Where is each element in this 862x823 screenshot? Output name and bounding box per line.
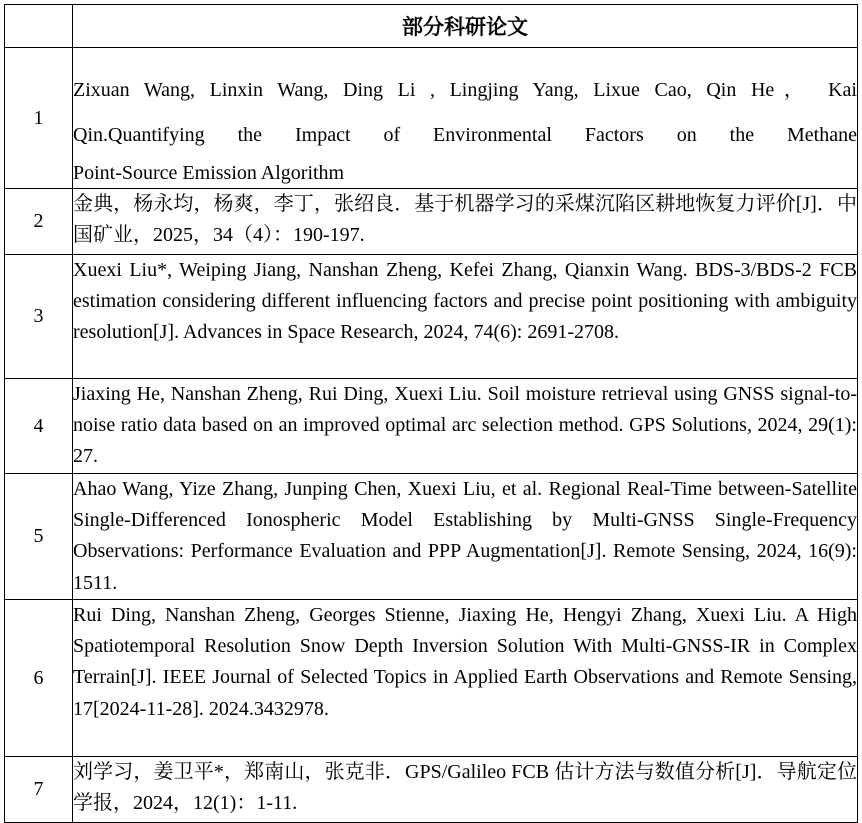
table-row	[5, 757, 858, 823]
citation-text: Ahao Wang, Yize Zhang, Junping Chen, Xuexi Liu, et al. Regional Real-Time between-Satellite Single-Differenced Ionospheric Model Establishing by Multi-GNSS Single-Frequency Observations: Performance Evaluation and PPP Augmentation[J]. Remote Sensing, 2024, 16(9): 1511.	[73, 474, 858, 600]
table-row	[5, 379, 858, 474]
row-number: 4	[5, 379, 73, 474]
table-row	[5, 255, 858, 379]
citation-text: 刘学习，姜卫平*，郑南山，张克非．GPS/Galileo FCB 估计方法与数值分析[J]．导航定位学报，2024，12(1)：1-11.	[73, 757, 858, 823]
citation-text: Jiaxing He, Nanshan Zheng, Rui Ding, Xuexi Liu. Soil moisture retrieval using GNSS signal-to-noise ratio data based on an improved optimal arc selection method. GPS Solutions, 2024, 29(1): 27.	[73, 379, 858, 474]
row-number: 7	[5, 757, 73, 823]
header-number-cell	[5, 5, 73, 48]
row-number: 3	[5, 255, 73, 379]
table-row	[5, 474, 858, 600]
row-number: 6	[5, 600, 73, 757]
citation-line: Zixuan Wang, Linxin Wang, Ding Li , Lingjing Yang, Lixue Cao, Qin He， Kai	[73, 79, 857, 101]
references-table	[4, 4, 858, 823]
citation-text	[73, 48, 858, 189]
citation-text: Xuexi Liu*, Weiping Jiang, Nanshan Zheng, Kefei Zhang, Qianxin Wang. BDS-3/BDS-2 FCB estimation considering different influencing factors and precise point positioning with ambiguity resolution[J]. Advances in Space Research, 2024, 74(6): 2691-2708.	[73, 255, 858, 379]
row-number: 1	[5, 48, 73, 189]
citation-line: Qin.Quantifying the Impact of Environmental Factors on the Methane	[73, 124, 857, 146]
table-title: 部分科研论文	[73, 5, 858, 48]
citation-line: Point-Source Emission Algorithm	[73, 162, 345, 184]
table-row	[5, 189, 858, 255]
citation-text: 金典，杨永均，杨爽，李丁，张绍良．基于机器学习的采煤沉陷区耕地恢复力评价[J]．中国矿业，2025，34（4）：190-197.	[73, 189, 858, 255]
row-number: 5	[5, 474, 73, 600]
citation-text: Rui Ding, Nanshan Zheng, Georges Stienne, Jiaxing He, Hengyi Zhang, Xuexi Liu. A High Spatiotemporal Resolution Snow Depth Inversion Solution With Multi-GNSS-IR in Complex Terrain[J]. IEEE Journal of Selected Topics in Applied Earth Observations and Remote Sensing, 17[2024-11-28]. 2024.3432978.	[73, 600, 858, 757]
table-row	[5, 48, 858, 189]
table-header-row	[5, 5, 858, 48]
table-row	[5, 600, 858, 757]
row-number: 2	[5, 189, 73, 255]
